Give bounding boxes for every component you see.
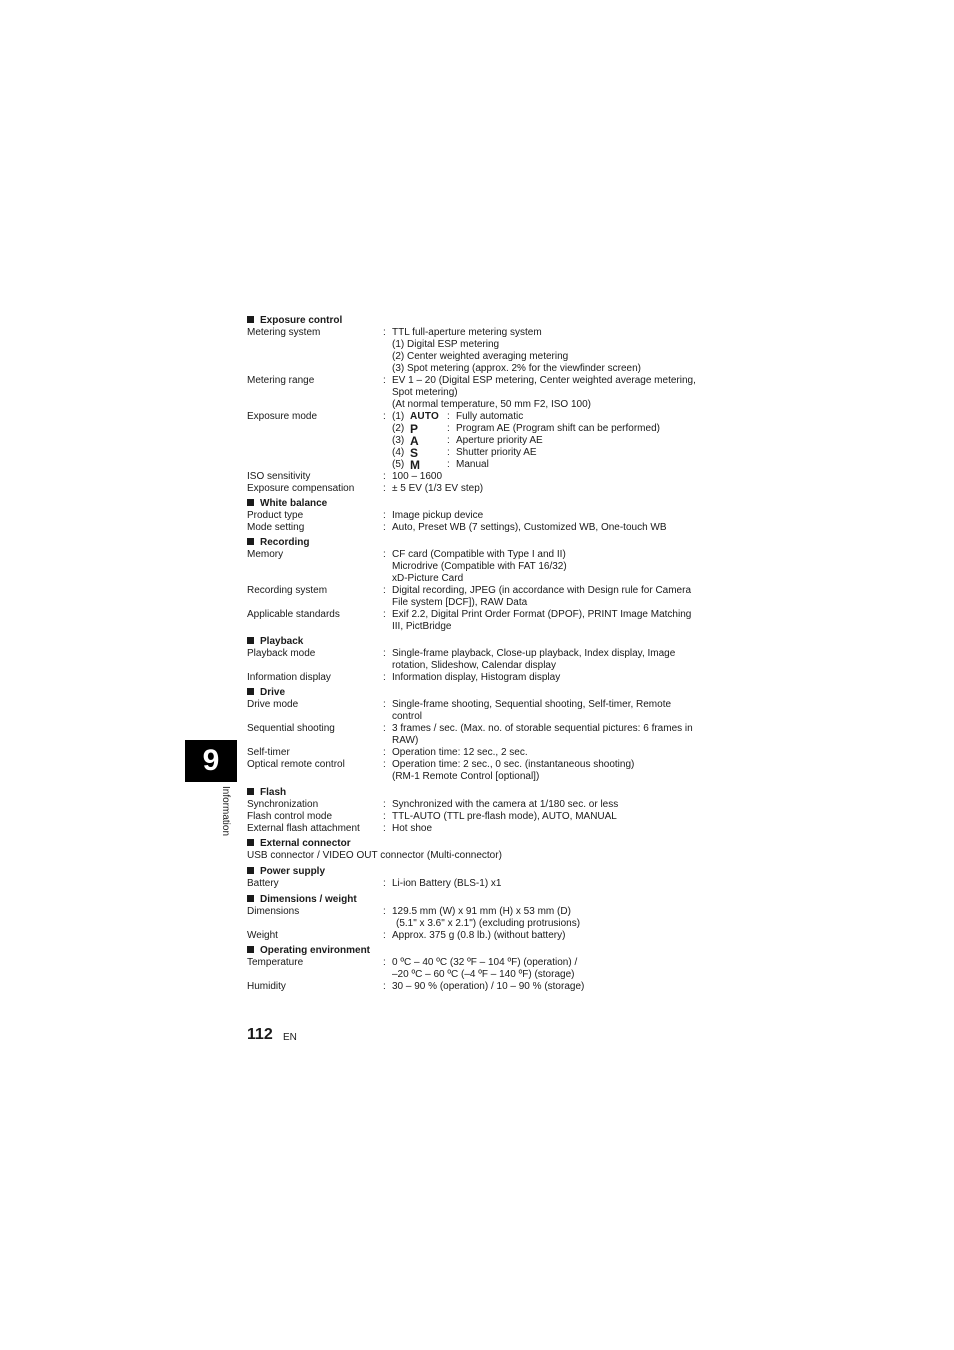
spec-row-iso: ISO sensitivity : 100 – 1600 — [247, 471, 443, 482]
auto-mode-icon: AUTO — [410, 411, 439, 422]
section-title-recording: Recording — [247, 537, 717, 549]
bullet-square-icon — [247, 637, 254, 644]
spec-row-sync: Synchronization : Synchronized with the camera at 1/180 sec. or less — [247, 799, 619, 810]
p-mode-icon: P — [410, 422, 419, 436]
connector-text: USB connector / VIDEO OUT connector (Multi-connector) — [247, 850, 502, 861]
s-mode-icon: S — [410, 446, 419, 460]
spec-row-product-type: Product type : Image pickup device — [247, 510, 484, 521]
exposure-mode-auto: (1) AUTO : Fully automatic — [392, 411, 524, 422]
page-number: 112 — [247, 1026, 273, 1043]
spec-row-memory: Memory : CF card (Compatible with Type I and II) Microdrive (Compatible with FAT 16/32) xD-Picture Card — [247, 549, 567, 584]
spec-content — [247, 315, 717, 993]
spec-row-recording-system: Recording system : Digital recording, JPEG (in accordance with Design rule for Camera File system [DCF]), RAW Data — [247, 585, 692, 608]
spec-row-drive-mode: Drive mode : Single-frame shooting, Sequential shooting, Self-timer, Remote control — [247, 699, 672, 722]
chapter-tab-label: Information — [220, 786, 231, 837]
bullet-square-icon — [247, 946, 254, 953]
exposure-mode-m: (5) M : Manual — [392, 458, 489, 472]
bullet-square-icon — [247, 788, 254, 795]
spec-row-sequential: Sequential shooting : 3 frames / sec. (Max. no. of storable sequential pictures: 6 frames in RAW) — [247, 723, 693, 746]
m-mode-icon: M — [410, 458, 420, 472]
section-title-connector: External connector — [247, 838, 717, 850]
a-mode-icon: A — [410, 434, 419, 448]
spec-row-compensation: Exposure compensation : ± 5 EV (1/3 EV step) — [247, 483, 484, 494]
spec-row-exposure-mode: Exposure mode : (1) AUTO : Fully automatic (2) P : Program AE (Program shift can be performed) (3) A : Aperture priority AE (4) S : Shutter priority AE (5) M : Manual — [247, 411, 717, 471]
spec-row-external-flash: External flash attachment : Hot shoe — [247, 823, 433, 834]
spec-row-self-timer: Self-timer : Operation time: 12 sec., 2 sec. — [247, 747, 528, 758]
section-title-white-balance: White balance — [247, 498, 717, 510]
spec-row-playback-mode: Playback mode : Single-frame playback, Close-up playback, Index display, Image rotation, Slideshow, Calendar display — [247, 648, 676, 671]
spec-row-temperature: Temperature : 0 ºC – 40 ºC (32 ºF – 104 ºF) (operation) / –20 ºC – 60 ºC (–4 ºF – 140 ºF) (storage) — [247, 957, 578, 980]
bullet-square-icon — [247, 688, 254, 695]
page-language: EN — [283, 1032, 297, 1043]
spec-row-metering-system: Metering system : TTL full-aperture metering system (1) Digital ESP metering (2) Center weighted averaging metering (3) Spot metering (approx. 2% for the viewfinder screen) — [247, 327, 641, 374]
spec-row-standards: Applicable standards : Exif 2.2, Digital Print Order Format (DPOF), PRINT Image Matching III, PictBridge — [247, 609, 692, 632]
bullet-square-icon — [247, 895, 254, 902]
section-title-playback: Playback — [247, 636, 717, 648]
section-title-power: Power supply — [247, 866, 717, 878]
spec-row-battery: Battery : Li-ion Battery (BLS-1) x1 — [247, 878, 502, 889]
chapter-tab: 9 — [185, 740, 237, 782]
bullet-square-icon — [247, 499, 254, 506]
spec-row-remote: Optical remote control : Operation time: 2 sec., 0 sec. (instantaneous shooting) (RM-1 Remote Control [optional]) — [247, 759, 635, 782]
spec-row-dimensions: Dimensions : 129.5 mm (W) x 91 mm (H) x 53 mm (D) (5.1" x 3.6" x 2.1") (excluding protrusions) — [247, 906, 581, 929]
bullet-square-icon — [247, 538, 254, 545]
bullet-square-icon — [247, 316, 254, 323]
exposure-mode-a: (3) A : Aperture priority AE — [392, 434, 543, 448]
section-title-dimensions: Dimensions / weight — [247, 894, 717, 906]
section-title-exposure: Exposure control — [247, 315, 717, 327]
section-title-environment: Operating environment — [247, 945, 717, 957]
spec-row-weight: Weight : Approx. 375 g (0.8 lb.) (without battery) — [247, 930, 566, 941]
section-title-drive: Drive — [247, 687, 717, 699]
spec-row-flash-control: Flash control mode : TTL-AUTO (TTL pre-flash mode), AUTO, MANUAL — [247, 811, 617, 822]
spec-row-metering-range: Metering range : EV 1 – 20 (Digital ESP metering, Center weighted average metering, Spot metering) (At normal temperature, 50 mm F2, ISO 100) — [247, 375, 696, 410]
bullet-square-icon — [247, 867, 254, 874]
spec-row-mode-setting: Mode setting : Auto, Preset WB (7 settings), Customized WB, One-touch WB — [247, 522, 667, 533]
spec-row-info-display: Information display : Information display, Histogram display — [247, 672, 561, 683]
section-title-flash: Flash — [247, 787, 717, 799]
bullet-square-icon — [247, 839, 254, 846]
exposure-mode-s: (4) S : Shutter priority AE — [392, 446, 537, 460]
exposure-mode-p: (2) P : Program AE (Program shift can be performed) — [392, 422, 660, 436]
spec-row-humidity: Humidity : 30 – 90 % (operation) / 10 – 90 % (storage) — [247, 981, 585, 992]
